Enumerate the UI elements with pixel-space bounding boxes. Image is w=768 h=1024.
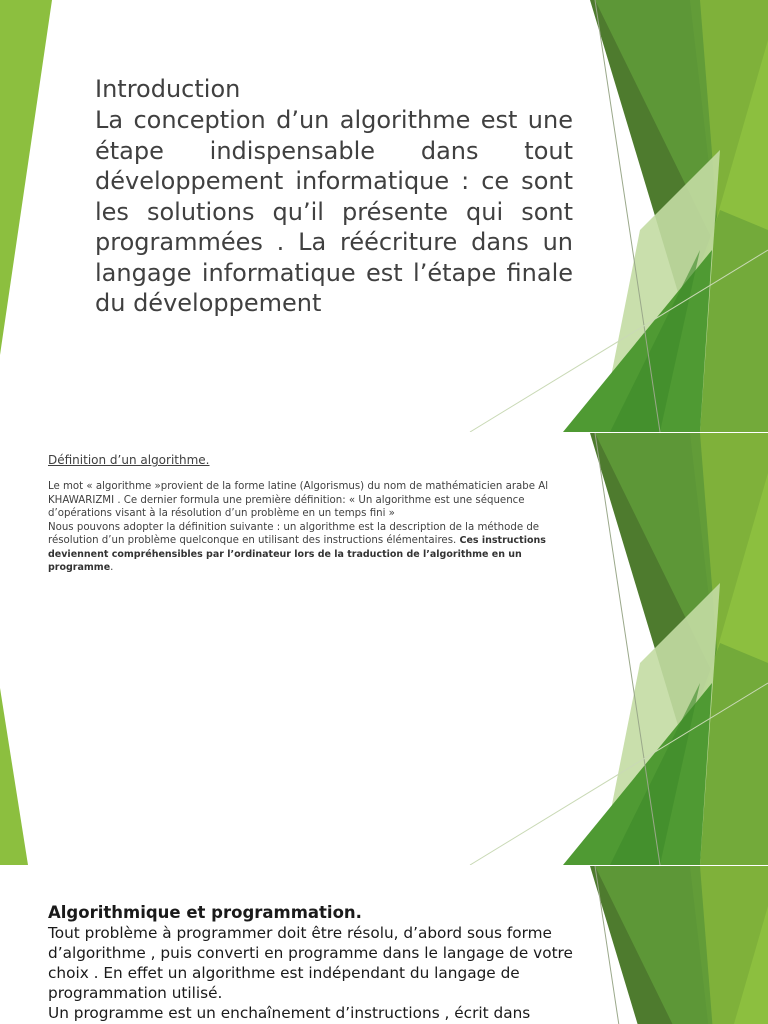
slide-body-text: La conception d’un algorithme est une étape indispensable dans tout développement informatique : ce sont les solutions qu’il présente qui sont programmées . La réécriture dans un langage informatique est l’étape finale du développement	[95, 106, 573, 317]
slide-text-block	[48, 902, 583, 1023]
slide-introduction	[0, 0, 768, 432]
slide-heading: Définition d’un algorithme.	[48, 453, 210, 467]
paragraph-bold-text: Ces instructions deviennent compréhensibles par l’ordinateur lors de la traduction de l’algorithme en un programme	[48, 535, 546, 573]
slide-paragraph: Un programme est un enchaînement d’instructions , écrit dans	[48, 1004, 531, 1022]
slide-algorithmique	[0, 866, 768, 1024]
slide-heading: Algorithmique et programmation.	[48, 903, 362, 922]
paragraph-text: Nous pouvons adopter la définition suivante : un algorithme est la description de la méthode de résolution d’un problème quelconque en utilisant des instructions élémentaires.	[48, 521, 540, 546]
slide-paragraph: Tout problème à programmer doit être résolu, d’abord sous forme d’algorithme , puis converti en programme dans le langage de votre choix . En effet un algorithme est indépendant du langage de programmation utilisé.	[48, 924, 573, 1002]
slide-paragraph	[48, 521, 568, 575]
paragraph-end-text: .	[110, 562, 114, 573]
slide-text-block	[95, 74, 573, 319]
slide-text-block	[48, 453, 568, 575]
slide-paragraph: Le mot « algorithme »provient de la forme latine (Algorismus) du nom de mathématicien arabe Al KHAWARIZMI . Ce dernier formula une première définition: « Un algorithme est une séquence d’opérations visant à la résolution d’un problème en un temps fini »	[48, 481, 549, 519]
slide-title: Introduction	[95, 75, 241, 103]
slide-definition	[0, 433, 768, 865]
